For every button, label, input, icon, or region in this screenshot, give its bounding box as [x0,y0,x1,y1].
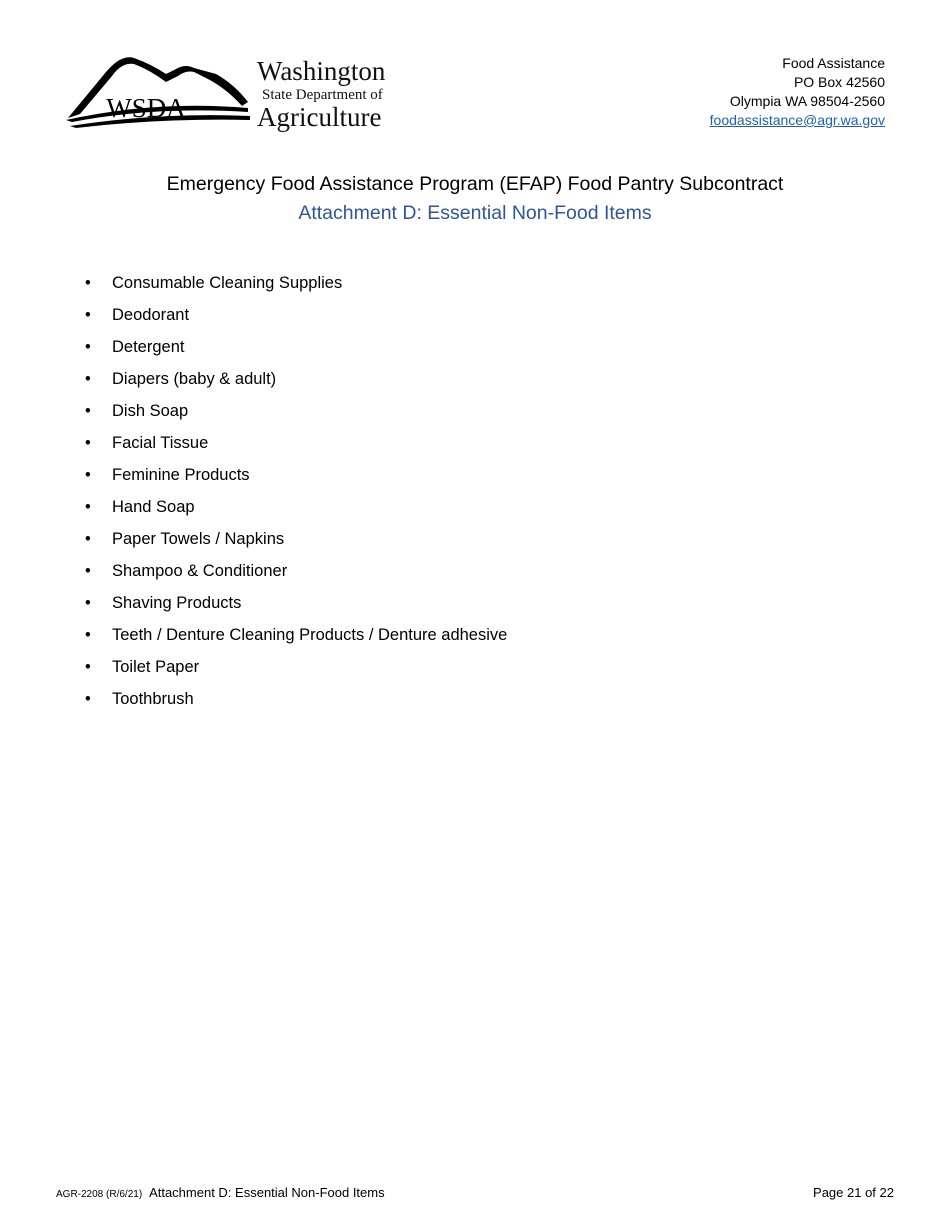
contact-block [710,54,885,130]
bullet-icon: • [85,274,91,292]
document-subtitle: Attachment D: Essential Non-Food Items [298,202,652,224]
bullet-icon: • [85,690,91,708]
list-item [80,526,507,558]
bullet-icon: • [85,498,91,516]
bullet-icon: • [85,338,91,356]
list-item-label: Feminine Products [112,466,250,484]
list-item [80,654,507,686]
list-item-label: Detergent [112,338,185,356]
bullet-icon: • [85,466,91,484]
list-item [80,622,507,654]
list-item-label: Toothbrush [112,690,194,708]
logo-line-state-department: State Department of [262,87,383,103]
essential-items-list [80,270,507,718]
logo-line-agriculture: Agriculture [257,102,382,132]
bullet-icon: • [85,402,91,420]
mountain-logo-icon [66,50,256,132]
logo-wordmark [257,58,385,131]
list-item-label: Shampoo & Conditioner [112,562,288,580]
document-title: Emergency Food Assistance Program (EFAP) Food Pantry Subcontract [166,173,784,195]
footer-page-number: Page 21 of 22 [813,1185,894,1200]
list-item [80,686,507,718]
list-item-label: Deodorant [112,306,190,324]
list-item-label: Paper Towels / Napkins [112,530,285,548]
footer-form-code: AGR-2208 (R/6/21) [56,1189,143,1200]
list-item [80,430,507,462]
list-item [80,494,507,526]
list-item [80,302,507,334]
logo-line-washington: Washington [257,56,386,86]
list-item [80,590,507,622]
logo-monogram: WSDA [106,93,186,123]
list-item-label: Shaving Products [112,594,242,612]
list-item-label: Dish Soap [112,402,189,420]
list-item [80,462,507,494]
list-item [80,558,507,590]
footer-section: Attachment D: Essential Non-Food Items [149,1185,385,1200]
list-item-label: Diapers (baby & adult) [112,370,277,388]
bullet-icon: • [85,658,91,676]
bullet-icon: • [85,562,91,580]
list-item [80,334,507,366]
bullet-icon: • [85,434,91,452]
wsda-logo [66,50,386,132]
bullet-icon: • [85,306,91,324]
list-item [80,270,507,302]
list-item-label: Toilet Paper [112,658,200,676]
list-item-label: Teeth / Denture Cleaning Products / Denture adhesive [112,626,508,644]
list-item-label: Hand Soap [112,498,195,516]
contact-po-box: PO Box 42560 [793,74,885,90]
bullet-icon: • [85,626,91,644]
list-item-label: Consumable Cleaning Supplies [112,274,343,292]
bullet-icon: • [85,530,91,548]
contact-email-link[interactable]: foodassistance@agr.wa.gov [709,112,885,128]
bullet-icon: • [85,370,91,388]
list-item-label: Facial Tissue [112,434,209,452]
list-item [80,366,507,398]
list-item [80,398,507,430]
document-heading [0,170,950,228]
bullet-icon: • [85,594,91,612]
contact-program: Food Assistance [782,55,885,71]
footer-left [56,1185,385,1200]
contact-city: Olympia WA 98504-2560 [729,93,885,109]
